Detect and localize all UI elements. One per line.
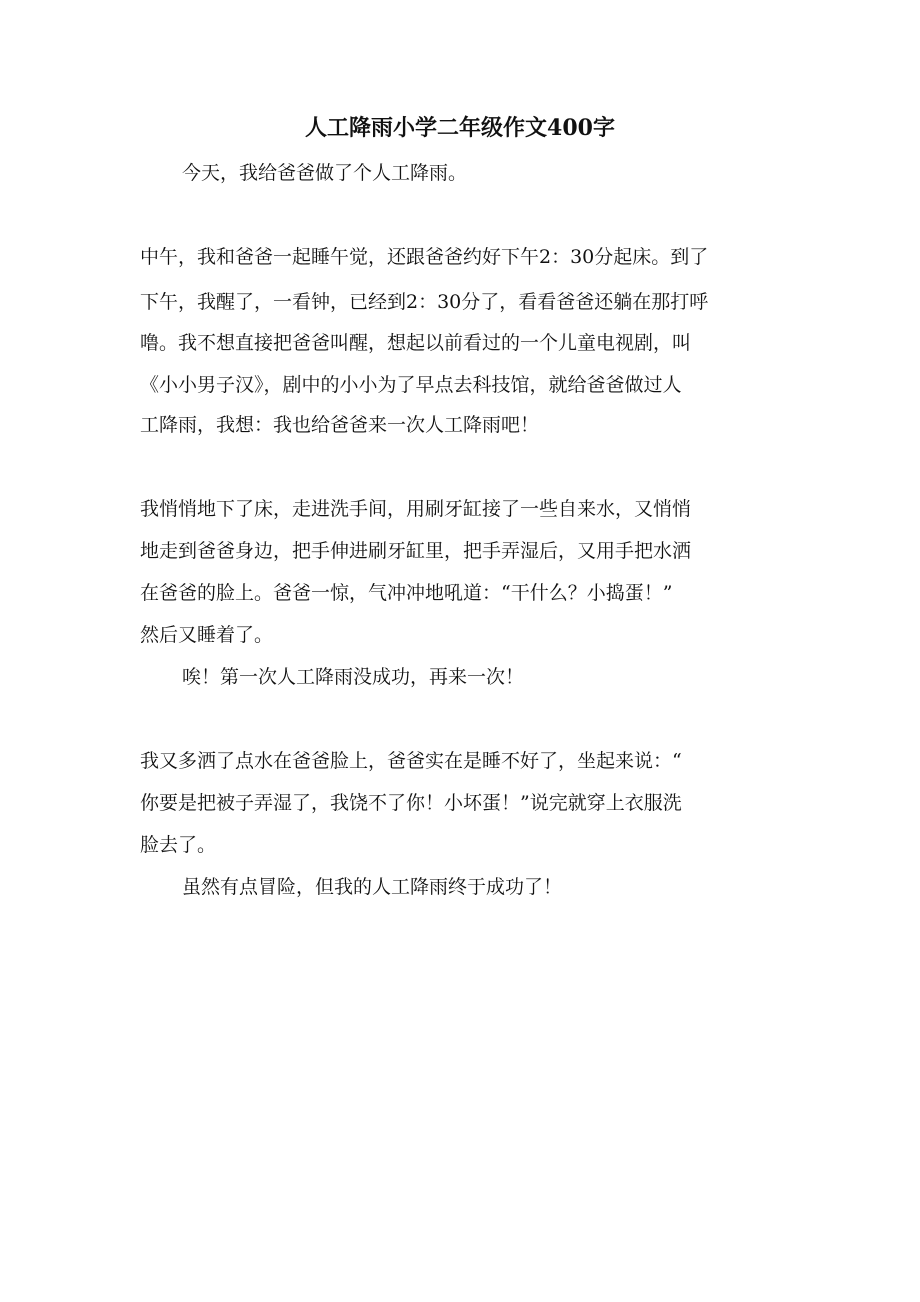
document-title: 人工降雨小学二年级作文400字 <box>305 115 615 141</box>
paragraph-line: 噜。我不想直接把爸爸叫醒，想起以前看过的一个儿童电视剧，叫 <box>140 332 692 354</box>
paragraph-line: 唉！第一次人工降雨没成功，再来一次！ <box>182 666 525 688</box>
paragraph-line: 虽然有点冒险，但我的人工降雨终于成功了！ <box>182 876 563 898</box>
paragraph-line: 工降雨，我想：我也给爸爸来一次人工降雨吧！ <box>140 414 540 436</box>
paragraph-line: 我悄悄地下了床，走进洗手间，用刷牙缸接了一些自来水，又悄悄 <box>140 498 692 520</box>
paragraph-line: 中午，我和爸爸一起睡午觉，还跟爸爸约好下午2：30分起床。到了 <box>140 246 709 268</box>
paragraph-line: 今天，我给爸爸做了个人工降雨。 <box>182 162 468 184</box>
paragraph-line: 地走到爸爸身边，把手伸进刷牙缸里，把手弄湿后，又用手把水洒 <box>140 540 692 562</box>
paragraph-line: 在爸爸的脸上。爸爸一惊，气冲冲地吼道：“干什么？小捣蛋！” <box>140 582 673 604</box>
paragraph-line: 脸去了。 <box>140 834 217 856</box>
paragraph-line: 下午，我醒了，一看钟，已经到2：30分了，看看爸爸还躺在那打呼 <box>140 291 709 313</box>
paragraph-line: 你要是把被子弄湿了，我饶不了你！小坏蛋！”说完就穿上衣服洗 <box>140 792 682 814</box>
paragraph-line: 然后又睡着了。 <box>140 624 274 646</box>
paragraph-line: 《小小男子汉》，剧中的小小为了早点去科技馆，就给爸爸做过人 <box>140 374 682 396</box>
paragraph-line: 我又多洒了点水在爸爸脸上，爸爸实在是睡不好了，坐起来说：“ <box>140 750 682 772</box>
